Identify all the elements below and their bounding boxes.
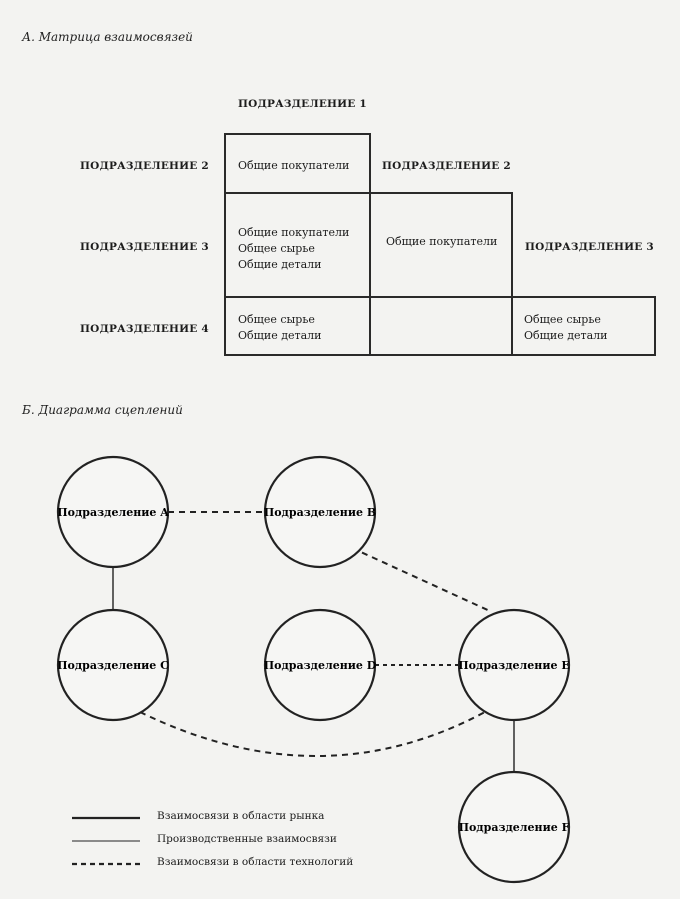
matrix-col-header-1: ПОДРАЗДЕЛЕНИЕ 1 (238, 98, 367, 110)
node-a-label: Подразделение A (57, 506, 169, 519)
legend-market-label: Взаимосвязи в области рынка (157, 810, 325, 822)
matrix-cell-line: Общие детали (238, 258, 322, 271)
matrix-cell-line: Общие детали (524, 329, 608, 342)
matrix-col-header-3: ПОДРАЗДЕЛЕНИЕ 3 (525, 241, 654, 253)
matrix-cell-line: Общие детали (238, 329, 322, 342)
node-b-label: Подразделение B (263, 506, 377, 519)
matrix-cell-line: Общие покупатели (238, 159, 350, 172)
matrix-cell-line: Общие покупатели (386, 235, 498, 248)
diagram-caption: Б. Диаграмма сцеплений (22, 403, 183, 417)
matrix-cell-line: Общие покупатели (238, 226, 350, 239)
matrix-row-header-2: ПОДРАЗДЕЛЕНИЕ 2 (80, 160, 209, 172)
matrix-cell-line: Общее сырье (524, 313, 601, 326)
matrix-cell-line: Общее сырье (238, 242, 315, 255)
node-d-label: Подразделение D (263, 659, 377, 672)
matrix-row-header-3: ПОДРАЗДЕЛЕНИЕ 3 (80, 241, 209, 253)
node-c-label: Подразделение C (57, 659, 169, 672)
legend-production-label: Производственные взаимосвязи (157, 833, 337, 845)
matrix-col-header-2: ПОДРАЗДЕЛЕНИЕ 2 (382, 160, 511, 172)
matrix-cell-line: Общее сырье (238, 313, 315, 326)
matrix-row-header-4: ПОДРАЗДЕЛЕНИЕ 4 (80, 323, 209, 335)
link-b-e (352, 548, 492, 612)
matrix-caption: А. Матрица взаимосвязей (22, 30, 193, 44)
legend-technology-label: Взаимосвязи в области технологий (157, 856, 354, 868)
node-f-label: Подразделение F (458, 821, 570, 834)
node-e-label: Подразделение E (458, 659, 570, 672)
